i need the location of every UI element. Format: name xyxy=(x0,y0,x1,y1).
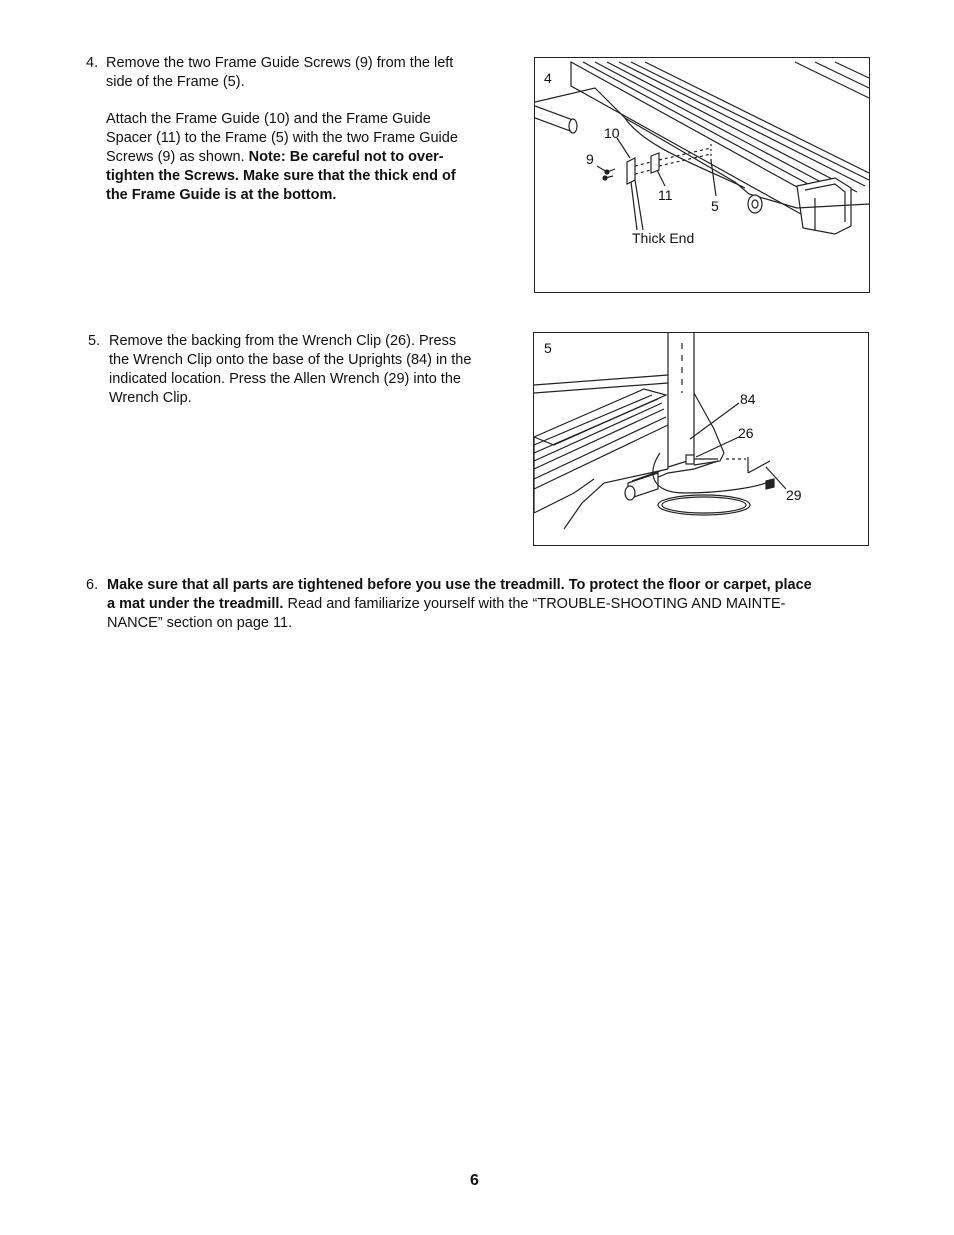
step-6-line3: NANCE” section on page 11. xyxy=(107,615,293,631)
figure-5 xyxy=(533,332,869,546)
step-4-p2-line1: Attach the Frame Guide (10) and the Frame Guide xyxy=(106,111,431,127)
step-6-line2: a mat under the treadmill. Read and familiarize yourself with the “TROUBLE-SHOOTING AND MAINTE- xyxy=(107,596,786,612)
step-4-text xyxy=(106,54,506,205)
page-number: 6 xyxy=(470,1172,479,1189)
callout-26: 26 xyxy=(738,425,754,441)
callout-thick-end: Thick End xyxy=(632,230,695,246)
step-6-line1: Make sure that all parts are tightened before you use the treadmill. To protect the floor or carpet, place xyxy=(107,577,812,593)
step-5-line1: Remove the backing from the Wrench Clip (26). Press xyxy=(109,333,457,349)
figure-4 xyxy=(534,57,870,293)
step-4-p1-line2: side of the Frame (5). xyxy=(106,74,245,90)
figure-5-label: 5 xyxy=(544,340,552,356)
step-4-p2-line4: tighten the Screws. Make sure that the thick end of xyxy=(106,168,456,184)
step-5-line2: the Wrench Clip onto the base of the Uprights (84) in the xyxy=(109,352,472,368)
step-6-number: 6. xyxy=(86,577,99,593)
step-6-text xyxy=(107,576,887,633)
figure-4-label: 4 xyxy=(544,70,552,86)
callout-29: 29 xyxy=(786,487,802,503)
callout-84: 84 xyxy=(740,391,756,407)
callout-11: 11 xyxy=(658,187,673,203)
step-4-number: 4. xyxy=(86,55,99,71)
figure-4-drawing xyxy=(535,58,871,294)
step-4-p2-line2: Spacer (11) to the Frame (5) with the two Frame Guide xyxy=(106,130,458,146)
figure-5-drawing xyxy=(534,333,870,547)
callout-5: 5 xyxy=(711,198,719,214)
callout-9: 9 xyxy=(586,151,594,167)
step-5-line4: Wrench Clip. xyxy=(109,390,192,406)
step-4-p2-line3: Screws (9) as shown. Note: Be careful not to over- xyxy=(106,149,444,165)
callout-10: 10 xyxy=(604,125,620,141)
step-4-p1-line1: Remove the two Frame Guide Screws (9) from the left xyxy=(106,55,454,71)
step-5-number: 5. xyxy=(88,333,101,349)
step-5-line3: indicated location. Press the Allen Wrench (29) into the xyxy=(109,371,461,387)
step-4-p2-line5: the Frame Guide is at the bottom. xyxy=(106,187,337,203)
step-5-text xyxy=(109,332,509,408)
